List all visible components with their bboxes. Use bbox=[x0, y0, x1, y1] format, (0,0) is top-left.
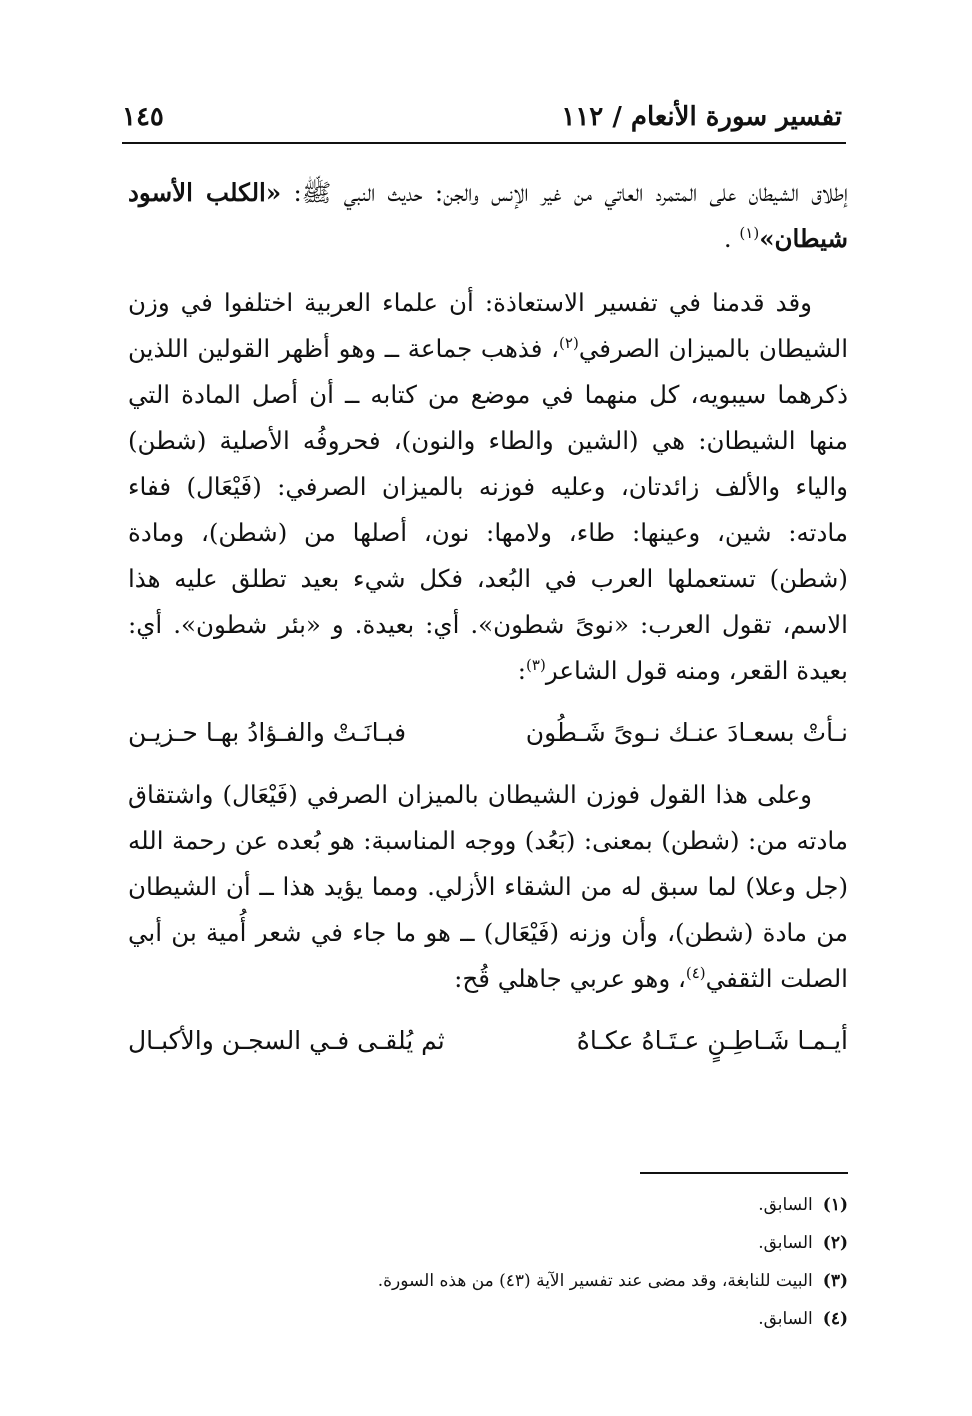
footnote-text: البيت للنابغة، وقد مضى عند تفسير الآية (٤٣) من هذه السورة. bbox=[377, 1271, 813, 1291]
verse-2 bbox=[128, 1002, 848, 1080]
footnote-item bbox=[128, 1186, 848, 1224]
footnote-item bbox=[128, 1224, 848, 1262]
footnote-item bbox=[128, 1300, 848, 1338]
paragraph-3 bbox=[128, 772, 848, 1002]
footnote-text: السابق. bbox=[758, 1309, 813, 1329]
paragraph-3-part-b: ، وهو عربي جاهلي قُح: bbox=[454, 964, 686, 993]
footnote-number: (١) bbox=[822, 1195, 848, 1215]
main-text bbox=[128, 170, 848, 1080]
paragraph-2-part-b: ، فذهب جماعة ــ وهو أظهر القولين اللذين ذكرهما سيبويه، كل منهما في موضع من كتابه ــ أن أصل المادة التي منها الشيطان: هي (الشين والطاء والنون)، فحروفُه الأصلية (شطن) والياء والألف زائدتان، وعليه فوزنه بالميزان الصرفي: (فَيْعَال) ففاء مادته: شين، وعينها: طاء، ولامها: نون، أصلها من (شطن)، ومادة (شطن) تستعملها العرب في البُعد، فكل شيء بعيد تطلق عليه هذا الاسم، تقول العرب: «نوىً شطون». أي: بعيدة. و «بئر شطون». أي: بعيدة القعر، ومنه قول الشاعر bbox=[128, 334, 848, 685]
paragraph-1-text: إطلاق الشيطان على المتمرد العاتي من غير الإنس والجن: حديث النبي ﷺ: bbox=[281, 178, 848, 207]
paragraph-2 bbox=[128, 280, 848, 694]
footnote-item bbox=[128, 1262, 848, 1300]
page-header bbox=[122, 92, 842, 132]
verse-2-second-hemistich: ثم يُلقـى فـي السجـن والأكبـال bbox=[128, 1026, 445, 1055]
header-divider bbox=[122, 142, 846, 144]
paragraph-1-end: . bbox=[723, 224, 732, 253]
footnote-number: (٢) bbox=[822, 1233, 848, 1253]
paragraph-2-part-a: وقد قدمنا في تفسير الاستعاذة: أن علماء العربية اختلفوا في وزن الشيطان بالميزان الصرفي bbox=[128, 288, 848, 363]
footnote-number: (٤) bbox=[822, 1309, 848, 1329]
footnotes bbox=[128, 1186, 848, 1338]
paragraph-2-end: : bbox=[517, 656, 527, 685]
verse-1 bbox=[128, 694, 848, 772]
running-title: تفسير سورة الأنعام / ١١٢ bbox=[561, 102, 842, 132]
paragraph-1 bbox=[128, 170, 848, 262]
verse-2-first-hemistich: أيـمـا شَـاطِـنٍ عـتَـاهُ عكـاهُ bbox=[576, 1026, 848, 1055]
footnote-number: (٣) bbox=[822, 1271, 848, 1291]
verse-1-first-hemistich: نـأتْ بسعـادَ عنـك نـوىً شَـطُون bbox=[525, 718, 848, 747]
verse-1-second-hemistich: فبـانَـتْ والفـؤادُ بهـا حـزيـن bbox=[128, 718, 407, 747]
footnote-ref-2: (٢) bbox=[559, 333, 579, 352]
footnote-ref-1: (١) bbox=[739, 223, 760, 242]
footnote-ref-3: (٣) bbox=[526, 655, 546, 674]
page-number: ١٤٥ bbox=[122, 102, 164, 132]
footnote-divider bbox=[640, 1172, 848, 1174]
footnote-ref-4: (٤) bbox=[685, 963, 706, 982]
paragraph-3-part-a: وعلى هذا القول فوزن الشيطان بالميزان الصرفي (فَيْعَال) واشتقاق مادته من: (شطن) بمعنى: (بَعُد) ووجه المناسبة: هو بُعده عن رحمة الله (جل وعلا) لما سبق له من الشقاء الأزلي. ومما يؤيد هذا ــ أن الشيطان من مادة (شطن)، وأن وزنه (فَيْعَال) ــ هو ما جاء في شعر أُمية بن أبي الصلت الثقفي bbox=[128, 780, 848, 993]
footnote-text: السابق. bbox=[758, 1195, 813, 1215]
footnote-text: السابق. bbox=[758, 1233, 813, 1253]
hadith-quote: «الكلب الأسود شيطان» bbox=[128, 178, 848, 253]
